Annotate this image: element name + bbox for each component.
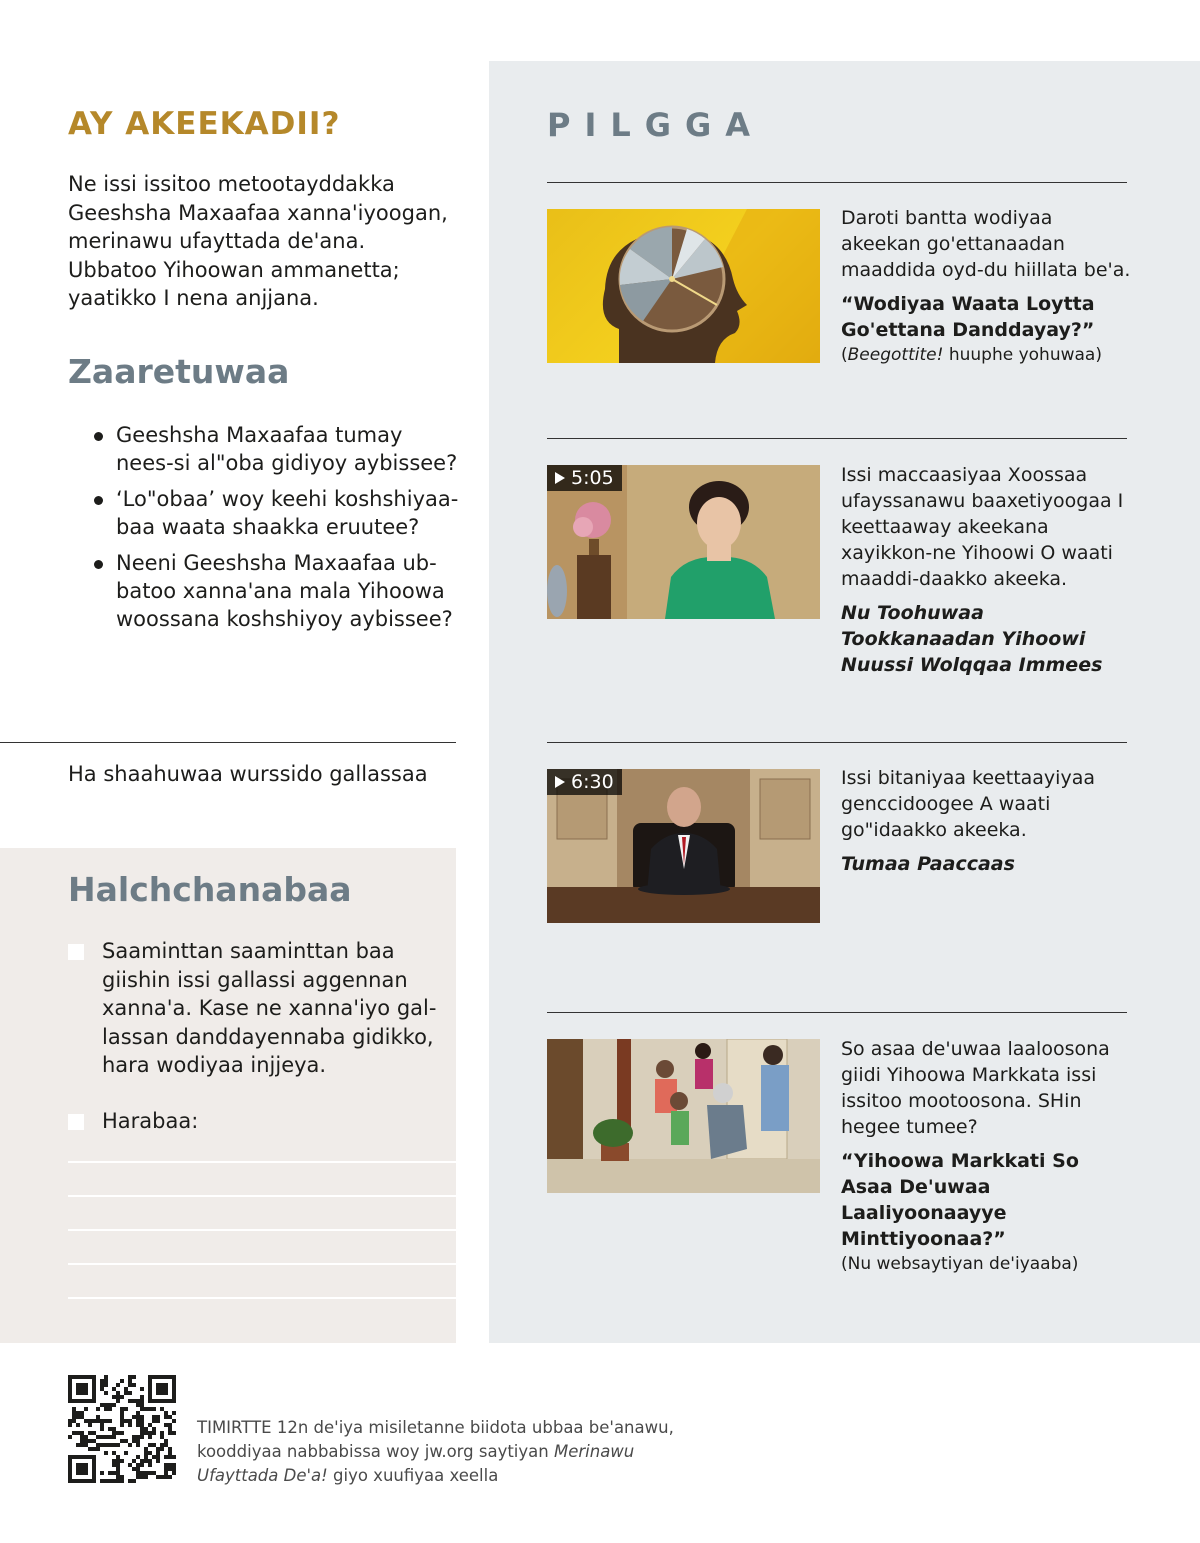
- play-icon: [555, 472, 565, 484]
- goal-item-text: Harabaa:: [102, 1109, 199, 1133]
- article-image[interactable]: [547, 1039, 820, 1193]
- card-description: Issi maccaasiyaa Xoossaa ufayssanawu baaxetiyoogaa I keettaaway akeekana xayikkon-ne Yihoowi O waati maaddi-daakko akeeka.: [841, 464, 1124, 590]
- bullet-icon: [94, 496, 103, 505]
- intro-paragraph: Ne issi issitoo metootayddakka Geeshsha Maxaafaa xanna'iyoogan, merinawu ufayttada de'ana. Ubbatoo Yihoowan ammanetta; yaatikko I nena anjjana.: [68, 172, 448, 310]
- card-description: So asaa de'uwaa laaloosona giidi Yihoowa Markkata issi issitoo mootoosona. SHin hegee tumee?: [841, 1038, 1110, 1138]
- article-source: (Nu websaytiyan de'iyaaba): [841, 1254, 1079, 1274]
- divider: [0, 742, 456, 743]
- card-description: Issi bitaniyaa keettaayiyaa genccidoogee A waati go"idaakko akeeka.: [841, 767, 1095, 841]
- write-line[interactable]: [68, 1195, 456, 1197]
- video-duration: 6:30: [547, 769, 622, 795]
- goal-heading: Halchchanabaa: [68, 870, 352, 909]
- goal-checkbox[interactable]: [68, 944, 84, 960]
- write-line[interactable]: [68, 1229, 456, 1231]
- video-card-text: [841, 765, 1131, 877]
- goal-panel: [0, 848, 456, 1343]
- goal-item-other: [68, 1107, 438, 1136]
- divider: [547, 742, 1127, 743]
- video-duration: 5:05: [547, 465, 622, 491]
- video-link[interactable]: Nu Toohuwaa Tookkanaadan Yihoowi Nuussi Wolqqaa Immees: [841, 602, 1103, 676]
- goal-item: [68, 937, 438, 1080]
- video-thumbnail[interactable]: [547, 769, 820, 923]
- bullet-icon: [94, 560, 103, 569]
- article-link[interactable]: “Wodiyaa Waata Loytta Go'ettana Danddayay?”: [841, 293, 1095, 341]
- video-card-text: [841, 462, 1131, 678]
- bullet-icon: [94, 432, 103, 441]
- divider: [547, 182, 1127, 183]
- article-source: (Beegottite! huuphe yohuwaa): [841, 345, 1102, 365]
- divider: [547, 1012, 1127, 1013]
- divider: [547, 438, 1127, 439]
- review-question: ‘Lo"obaa’ woy keehi koshshiyaa-baa waata shaakka eruutee?: [90, 485, 460, 541]
- write-line[interactable]: [68, 1263, 456, 1265]
- qr-code[interactable]: [68, 1375, 176, 1483]
- goal-item-text: Saaminttan saaminttan baa giishin issi gallassi aggennan xanna'a. Kase ne xanna'iyo gal-lassan danddayennaba gidikko, hara wodiyaa injjeya.: [102, 939, 437, 1077]
- article-link[interactable]: “Yihoowa Markkati So Asaa De'uwaa Laaliyoonaayye Minttiyoonaa?”: [841, 1150, 1079, 1250]
- card-description: Daroti bantta wodiyaa akeekan go'ettanaadan maaddida oyd-du hiillata be'a.: [841, 207, 1131, 281]
- book-title: Merinawu Ufayttada De'a!: [197, 1442, 635, 1485]
- video-link[interactable]: Tumaa Paaccaas: [841, 853, 1015, 875]
- magazine-name: Beegottite!: [847, 345, 944, 365]
- article-image[interactable]: [547, 209, 820, 363]
- write-line[interactable]: [68, 1161, 456, 1163]
- review-question-list: [90, 421, 460, 641]
- review-heading: Zaaretuwaa: [68, 352, 290, 391]
- article-card-text: [841, 1036, 1131, 1276]
- section-title: AY AKEEKADII?: [68, 106, 341, 142]
- write-line[interactable]: [68, 1297, 456, 1299]
- review-question: Geeshsha Maxaafaa tumay nees-si al"oba gidiyoy aybissee?: [90, 421, 460, 477]
- qr-code-icon: [68, 1375, 176, 1483]
- completion-date-label: Ha shaahuwaa wurssido gallassaa: [68, 762, 428, 786]
- play-icon: [555, 776, 565, 788]
- goal-checkbox[interactable]: [68, 1114, 84, 1130]
- head-clock-illustration: [547, 209, 820, 363]
- explore-title: PILGGA: [547, 106, 765, 144]
- video-thumbnail[interactable]: [547, 465, 820, 619]
- footer-note: TIMIRTTE 12n de'iya misiletanne biidota ubbaa be'anawu, kooddiyaa nabbabissa woy jw.org saytiyan Merinawu Ufayttada De'a! giyo xuufiyaa xeella: [197, 1418, 674, 1485]
- review-question: Neeni Geeshsha Maxaafaa ub-batoo xanna'ana mala Yihoowa woossana koshshiyoy aybissee?: [90, 549, 460, 633]
- article-card-text: [841, 205, 1131, 367]
- family-greeting-illustration: [547, 1039, 820, 1193]
